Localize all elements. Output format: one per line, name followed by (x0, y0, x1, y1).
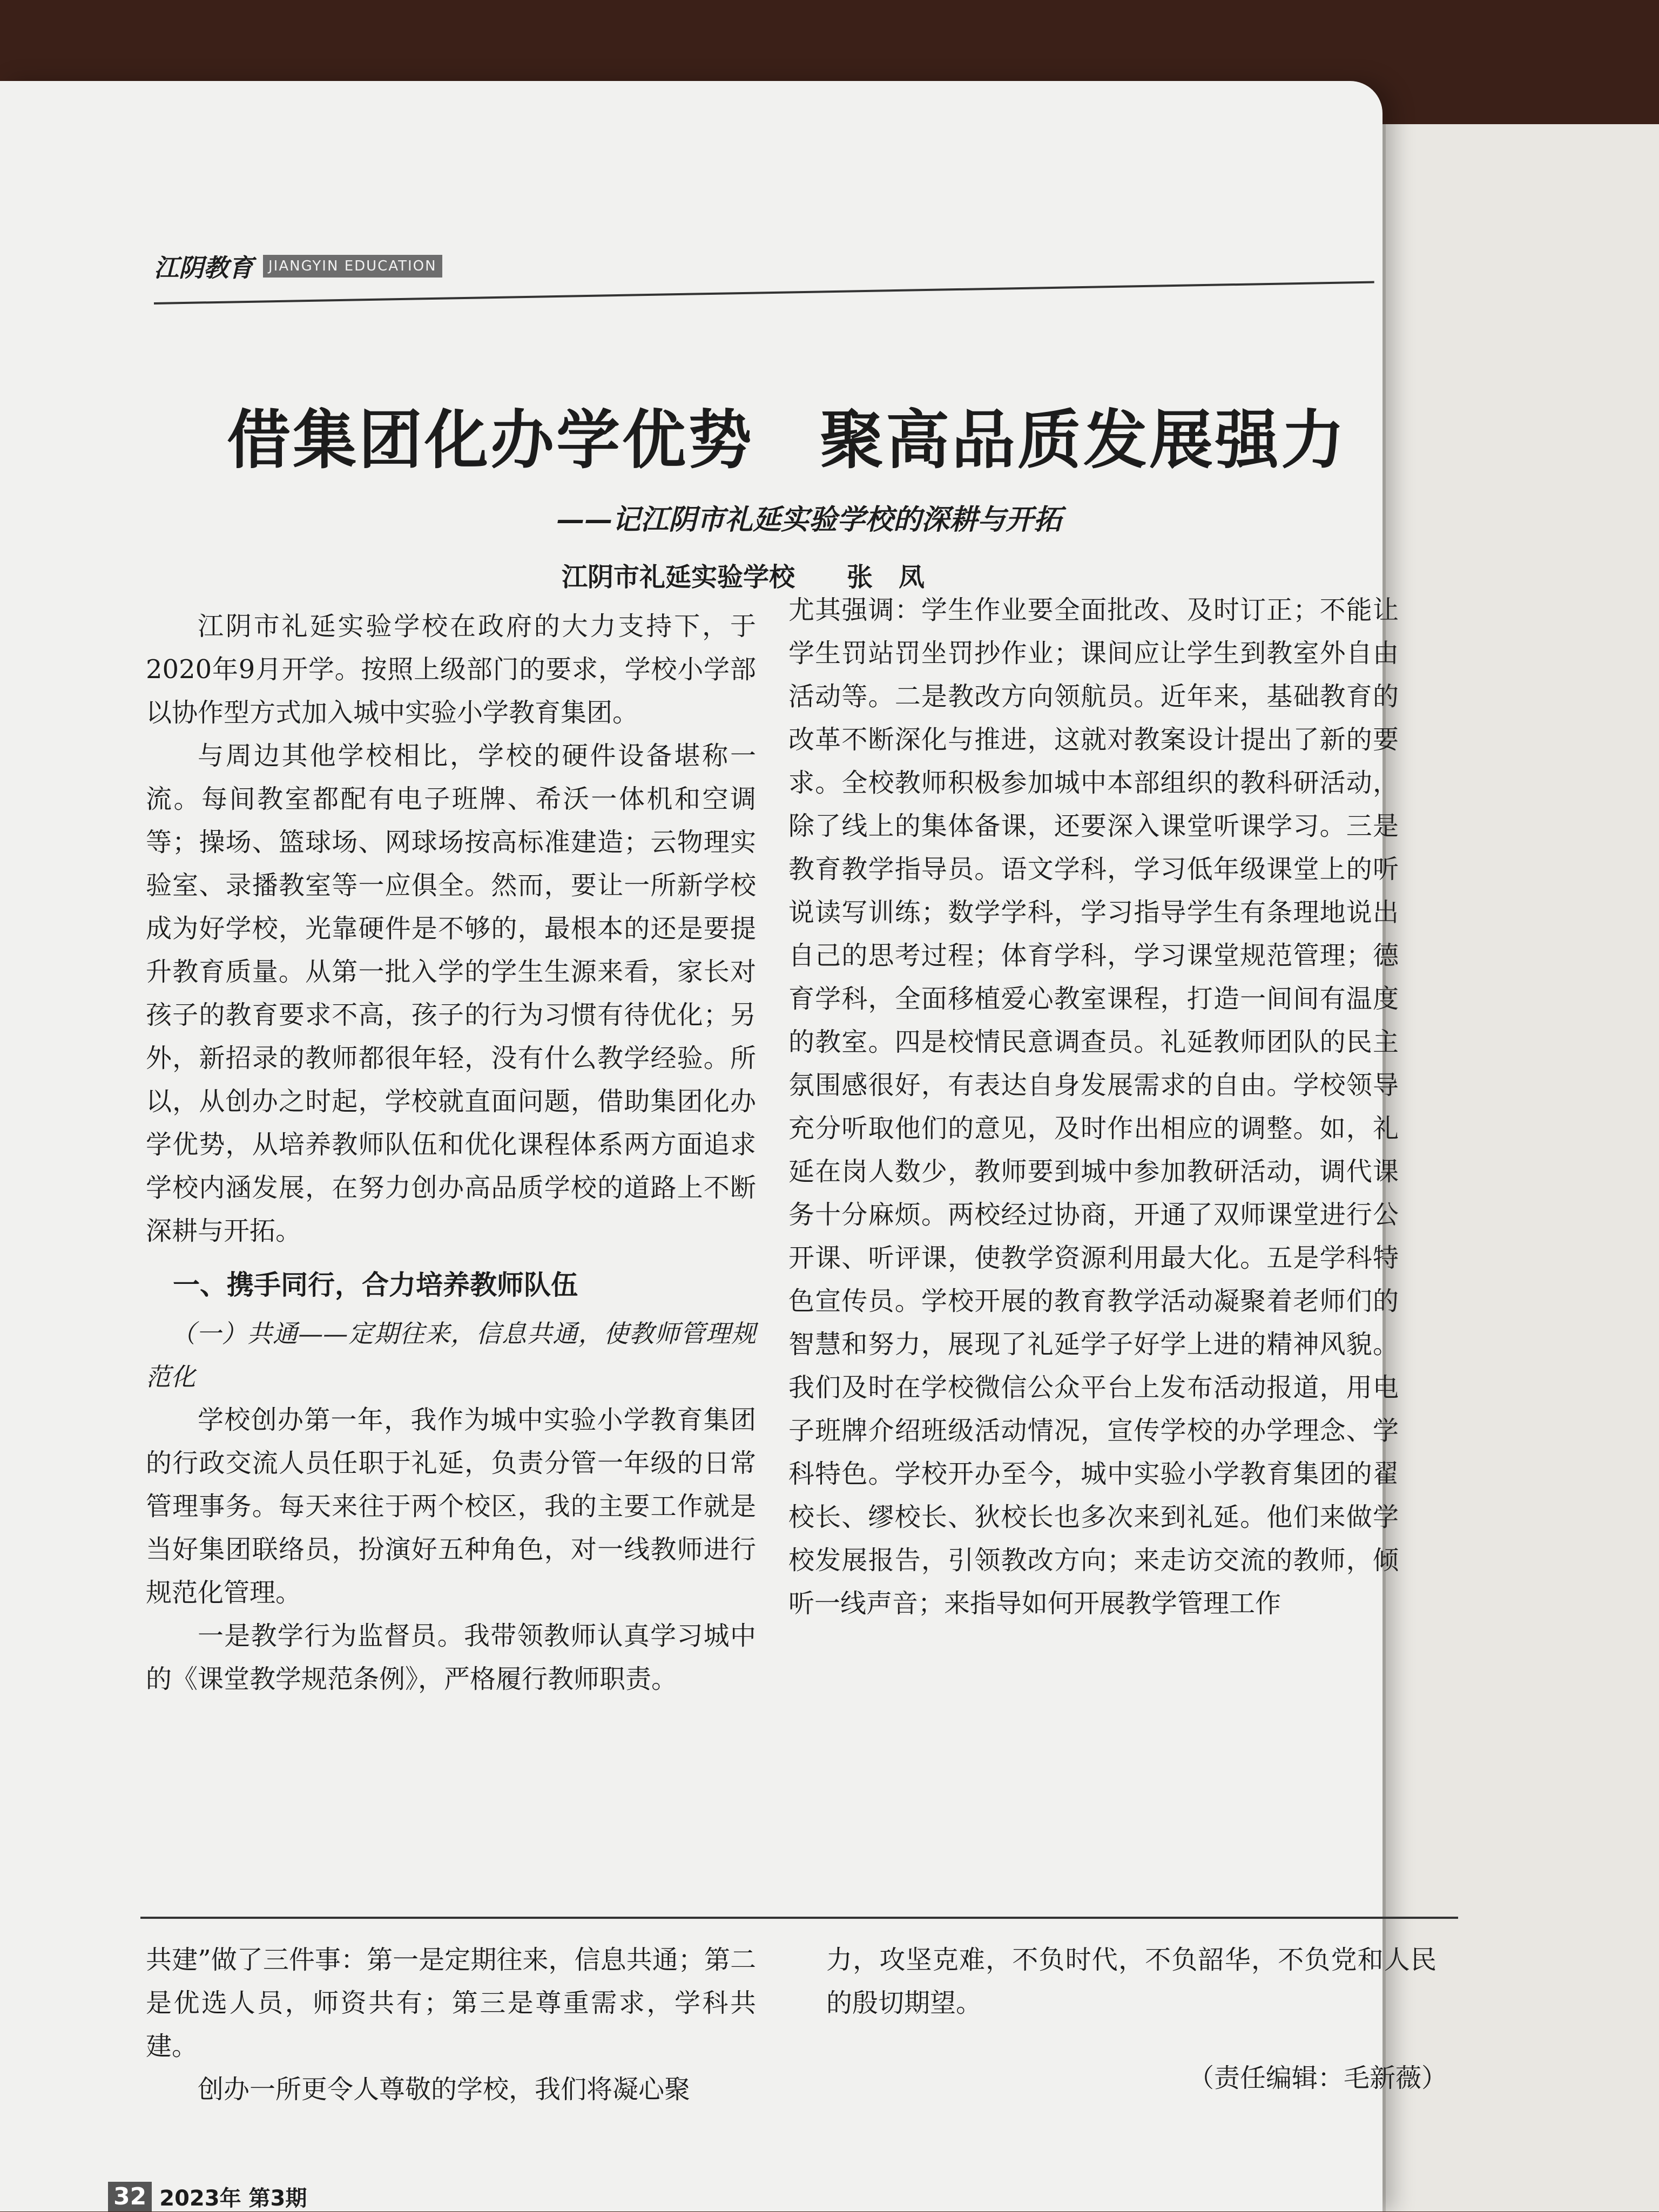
right-column (788, 588, 1399, 1884)
magazine-name-en: JIANGYIN EDUCATION (263, 255, 442, 278)
subsection-heading: （一）共通——定期往来，信息共通，使教师管理规范化 (146, 1319, 756, 1391)
paragraph: 学校创办第一年，我作为城中实验小学教育集团的行政交流人员任职于礼延，负责分管一年级的日常管理事务。每天来往于两个校区，我的主要工作就是当好集团联络员，扮演好五种角色，对一线教师进行规范化管理。 (146, 1405, 756, 1608)
paragraph: 创办一所更令人尊敬的学校，我们将凝心聚 (198, 2074, 691, 2105)
page-number: 32 (108, 2182, 152, 2211)
magazine-name-cn: 江阴教育 (154, 253, 253, 282)
paragraph: 一是教学行为监督员。我带领教师认真学习城中的《课堂教学规范条例》，严格履行教师职责。 (146, 1621, 756, 1694)
left-column (146, 605, 756, 1868)
paragraph: 共建”做了三件事：第一是定期往来，信息共通；第二是优选人员，师资共有；第三是尊重需求，学科共建。 (146, 1945, 756, 2061)
paragraph: 尤其强调：学生作业要全面批改、及时订正；不能让学生罚站罚坐罚抄作业；课间应让学生到教室外自由活动等。二是教改方向领航员。近年来，基础教育的改革不断深化与推进，这就对教案设计提出了新的要求。全校教师积极参加城中本部组织的教科研活动，除了线上的集体备课，还要深入课堂听课学习。三是教育教学指导员。语文学科，学习低年级课堂上的听说读写训练；数学学科，学习指导学生有条理地说出自己的思考过程；体育学科，学习课堂规范管理；德育学科，全面移植爱心教室课程，打造一间间有温度的教室。四是校情民意调查员。礼延教师团队的民主氛围感很好，有表达自身发展需求的自由。学校领导充分听取他们的意见，及时作出相应的调整。如，礼延在岗人数少，教师要到城中参加教研活动，调代课务十分麻烦。两校经过协商，开通了双师课堂进行公开课、听评课，使教学资源利用最大化。五是学科特色宣传员。学校开展的教育教学活动凝聚着老师们的智慧和努力，展现了礼延学子好学上进的精神风貌。我们及时在学校微信公众平台上发布活动报道，用电子班牌介绍班级活动情况，宣传学校的办学理念、学科特色。学校开办至今，城中实验小学教育集团的翟校长、缪校长、狄校长也多次来到礼延。他们来做学校发展报告，引领教改方向；来走访交流的教师，倾听一线声音；来指导如何开展教学管理工作 (788, 595, 1399, 1619)
issue-label: 2023年 第3期 (159, 2186, 307, 2211)
paragraph: 力，攻坚克难，不负时代，不负韶华，不负党和人民的殷切期望。 (826, 1945, 1437, 2018)
facing-page (1382, 124, 1659, 2211)
section-heading: 一、携手同行，合力培养教师队伍 (173, 1269, 578, 1301)
paragraph: 江阴市礼延实验学校在政府的大力支持下，于2020年9月开学。按照上级部门的要求，学校小学部以协作型方式加入城中实验小学教育集团。 (146, 611, 756, 728)
bottom-left-column (146, 1938, 756, 2165)
article-title: 借集团化办学优势 聚高品质发展强力 (227, 403, 1347, 477)
editor-credit: （责任编辑：毛新薇） (1188, 2063, 1448, 2093)
section-rule (140, 1917, 1458, 1919)
page-footer (108, 2181, 307, 2212)
author-line: 江阴市礼延实验学校 张 凤 (562, 562, 925, 592)
paragraph: 与周边其他学校相比，学校的硬件设备堪称一流。每间教室都配有电子班牌、希沃一体机和空调等；操场、篮球场、网球场按高标准建造；云物理实验室、录播教室等一应俱全。然而，要让一所新学校成为好学校，光靠硬件是不够的，最根本的还是要提升教育质量。从第一批入学的学生生源来看，家长对孩子的教育要求不高，孩子的行为习惯有待优化；另外，新招录的教师都很年轻，没有什么教学经验。所以，从创办之时起，学校就直面问题，借助集团化办学优势，从培养教师队伍和优化课程体系两方面追求学校内涵发展，在努力创办高品质学校的道路上不断深耕与开拓。 (146, 741, 756, 1246)
magazine-header (154, 248, 442, 284)
bottom-right-column (826, 1938, 1437, 2046)
article-subtitle: ——记江阴市礼延实验学校的深耕与开拓 (556, 503, 1062, 536)
